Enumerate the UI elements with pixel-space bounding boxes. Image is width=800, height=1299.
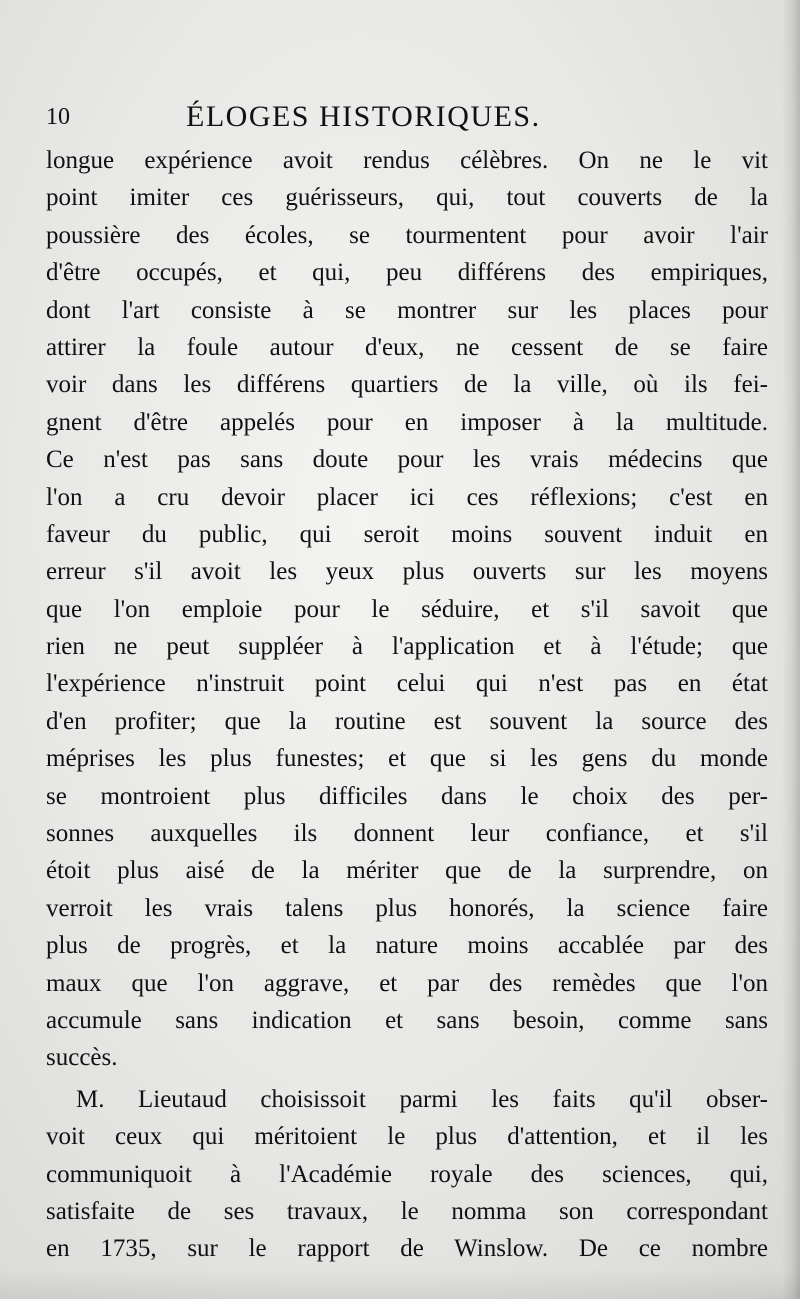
page-number: 10 bbox=[46, 104, 70, 130]
text-line: attirer la foule autour d'eux, ne cessent de se faire bbox=[46, 333, 768, 361]
text-line: longue expérience avoit rendus célèbres. On ne le vit bbox=[46, 147, 768, 174]
text-line: l'expérience n'instruit point celui qui n'est pas en état bbox=[46, 670, 768, 698]
text-line: se montroient plus difficiles dans le choix des per- bbox=[46, 782, 768, 810]
text-line: plus de progrès, et la nature moins accablée par des bbox=[46, 932, 768, 960]
text-line: que l'on emploie pour le séduire, et s'il savoit que bbox=[46, 595, 768, 623]
text-line: poussière des écoles, se tourmentent pour avoir l'air bbox=[46, 221, 768, 249]
running-title: ÉLOGES HISTORIQUES. bbox=[186, 100, 541, 133]
text-line: maux que l'on aggrave, et par des remèdes que l'on bbox=[46, 969, 768, 997]
text-line: verroit les vrais talens plus honorés, la science faire bbox=[46, 894, 768, 922]
text-line: gnent d'être appelés pour en imposer à la multitude. bbox=[46, 408, 768, 436]
text-line: méprises les plus funestes; et que si les gens du monde bbox=[46, 745, 768, 773]
page-bottom-shadow bbox=[0, 1269, 800, 1299]
paragraph-1 bbox=[46, 142, 768, 1077]
text-line: point imiter ces guérisseurs, qui, tout couverts de la bbox=[46, 184, 768, 212]
paragraph-2 bbox=[46, 1081, 768, 1268]
text-line: d'en profiter; que la routine est souvent la source des bbox=[46, 707, 768, 735]
text-line: voit ceux qui méritoient le plus d'attention, et il les bbox=[46, 1123, 768, 1151]
text-line: faveur du public, qui seroit moins souvent induit en bbox=[46, 520, 768, 548]
text-line: Ce n'est pas sans doute pour les vrais médecins que bbox=[46, 446, 768, 474]
text-line: succès. bbox=[46, 1044, 118, 1072]
text-line: étoit plus aisé de la mériter que de la surprendre, on bbox=[46, 857, 768, 885]
page-header bbox=[46, 100, 770, 140]
body-text bbox=[46, 142, 768, 1268]
text-line: sonnes auxquelles ils donnent leur confiance, et s'il bbox=[46, 820, 768, 848]
text-line: accumule sans indication et sans besoin, comme sans bbox=[46, 1006, 768, 1034]
text-line: rien ne peut suppléer à l'application et à l'étude; que bbox=[46, 633, 768, 661]
text-line: l'on a cru devoir placer ici ces réflexions; c'est en bbox=[46, 483, 768, 511]
page-edge-shadow bbox=[782, 0, 800, 1299]
text-line: dont l'art consiste à se montrer sur les places pour bbox=[46, 296, 768, 324]
text-line: d'être occupés, et qui, peu différens des empiriques, bbox=[46, 259, 768, 287]
text-line: voir dans les différens quartiers de la ville, où ils fei- bbox=[46, 371, 768, 399]
text-line: communiquoit à l'Académie royale des sciences, qui, bbox=[46, 1160, 768, 1188]
text-line: M. Lieutaud choisissoit parmi les faits qu'il obser- bbox=[76, 1085, 768, 1113]
text-line: erreur s'il avoit les yeux plus ouverts sur les moyens bbox=[46, 558, 768, 586]
text-line: satisfaite de ses travaux, le nomma son correspondant bbox=[46, 1197, 768, 1225]
text-line: en 1735, sur le rapport de Winslow. De ce nombre bbox=[46, 1235, 768, 1263]
